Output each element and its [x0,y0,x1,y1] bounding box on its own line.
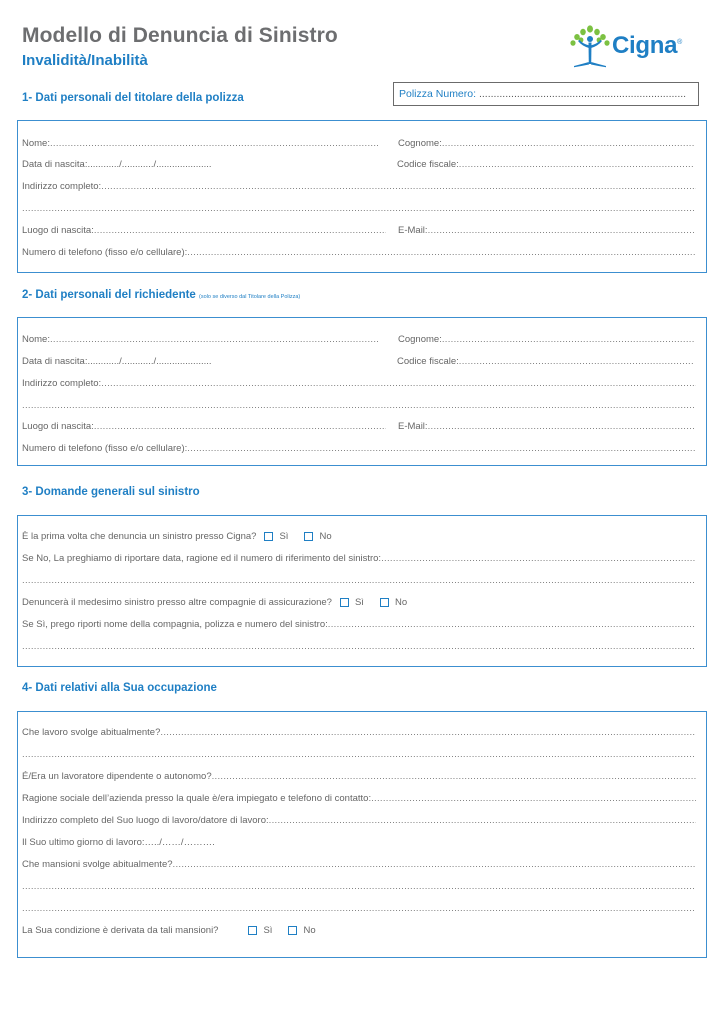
workplace-address-field[interactable] [22,813,696,827]
other-insurers-yes-checkbox[interactable] [340,598,349,607]
usual-job-line-2[interactable] [22,747,696,761]
other-insurers-no-checkbox[interactable] [380,598,389,607]
condition-from-duties-yes-checkbox[interactable] [248,926,257,935]
other-insurers-no-option[interactable] [372,597,415,608]
applicant-address-label: Indirizzo completo: [22,377,102,389]
other-insurers-question-text: Denuncerà il medesimo sinistro presso altre compagnie di assicurazione? [22,596,332,608]
first-claim-question-text: È la prima volta che denuncia un sinistro presso Cigna? [22,530,257,542]
holder-birthdate-field[interactable] [22,157,378,171]
section-3-title: 3- Domande generali sul sinistro [22,486,200,498]
holder-address-line-2[interactable] [22,201,696,215]
first-claim-no-checkbox[interactable] [304,532,313,541]
holder-fiscal-code-field[interactable] [397,157,694,171]
applicant-birthplace-label: Luogo di nascita: [22,420,94,432]
applicant-birthdate-label: Data di nascita: [22,355,88,367]
policy-number-field[interactable] [393,82,699,106]
first-claim-yes-option[interactable] [256,531,296,542]
cigna-logo [568,24,708,72]
holder-phone-label: Numero di telefono (fisso e/o cellulare): [22,246,188,258]
holder-email-label: E-Mail: [398,224,428,236]
section-2-title-text: 2- Dati personali del richiedente [22,289,196,301]
holder-birthplace-field[interactable] [22,223,386,237]
holder-birthdate-label: Data di nascita: [22,158,88,170]
holder-email-field[interactable] [398,223,694,237]
section-1-box [17,120,707,273]
page-title: Modello di Denuncia di Sinistro [22,24,338,47]
condition-from-duties-question [22,923,696,937]
section-2-title [22,289,300,301]
section-4-title: 4- Dati relativi alla Sua occupazione [22,682,217,694]
holder-birthplace-label: Luogo di nascita: [22,224,94,236]
section-1-title: 1- Dati personali del titolare della polizza [22,92,244,104]
logo-wordmark: Cigna® [612,32,683,59]
first-claim-question [22,529,696,543]
first-claim-no-option[interactable] [296,531,339,542]
usual-duties-line-3[interactable] [22,901,696,915]
previous-claim-details-field[interactable] [22,551,696,565]
other-insurers-yes-label: Sì [354,596,364,608]
first-claim-yes-checkbox[interactable] [264,532,273,541]
first-claim-no-label: No [319,530,332,542]
condition-from-duties-yes-option[interactable] [240,925,280,936]
first-claim-yes-label: Sì [279,530,289,542]
holder-phone-field[interactable] [22,245,696,259]
condition-from-duties-no-option[interactable] [280,925,323,936]
holder-surname-label: Cognome: [398,137,442,149]
condition-from-duties-text: La Sua condizione è derivata da tali mansioni? [22,924,219,936]
holder-address-label: Indirizzo completo: [22,180,102,192]
page-subtitle: Invalidità/Inabilità [22,52,148,69]
applicant-fiscal-code-field[interactable] [397,354,694,368]
condition-from-duties-no-label: No [303,924,316,936]
last-work-day-field[interactable] [22,835,696,849]
other-insurers-no-label: No [394,596,408,608]
holder-surname-field[interactable] [398,136,694,150]
applicant-birthdate-pattern: ............/............/..................... [87,355,212,367]
applicant-phone-field[interactable] [22,441,696,455]
applicant-email-field[interactable] [398,419,694,433]
workplace-address-label: Indirizzo completo del Suo luogo di lavoro/datore di lavoro: [22,814,269,826]
condition-from-duties-no-checkbox[interactable] [288,926,297,935]
tree-of-life-icon [568,24,612,72]
holder-address-field[interactable] [22,179,696,193]
section-2-box [17,317,707,466]
other-insurers-yes-option[interactable] [332,597,372,608]
applicant-email-label: E-Mail: [398,420,428,432]
usual-job-field[interactable] [22,725,696,739]
section-2-note: (solo se diverso dal Titolare della Polizza) [199,294,301,300]
condition-from-duties-yes-label: Sì [263,924,273,936]
employer-name-label: Ragione sociale dell’azienda presso la quale è/era impiegato e telefono di contatto: [22,792,372,804]
employer-name-field[interactable] [22,791,696,805]
usual-duties-field[interactable] [22,857,696,871]
last-work-day-pattern: …../……/………. [144,836,215,848]
applicant-address-line-2[interactable] [22,398,696,412]
usual-job-label: Che lavoro svolge abitualmente? [22,726,161,738]
usual-duties-line-2[interactable] [22,879,696,893]
section-4-box [17,711,707,958]
applicant-name-field[interactable] [22,332,378,346]
other-insurers-question [22,595,696,609]
employment-type-field[interactable] [22,769,696,783]
policy-number-label: Polizza Numero: [399,88,477,100]
applicant-birthplace-field[interactable] [22,419,386,433]
policy-number-dots: ....................................................................... [478,88,687,100]
applicant-surname-label: Cognome: [398,333,442,345]
previous-claim-details-label: Se No, La preghiamo di riportare data, ragione ed il numero di riferimento del sinistro: [22,552,382,564]
section-3-box [17,515,707,667]
holder-fiscal-code-label: Codice fiscale: [397,158,459,170]
applicant-fiscal-code-label: Codice fiscale: [397,355,459,367]
applicant-surname-field[interactable] [398,332,694,346]
other-insurer-details-field[interactable] [22,617,696,631]
other-insurer-details-label: Se Sì, prego riporti nome della compagnia, polizza e numero del sinistro: [22,618,328,630]
last-work-day-label: Il Suo ultimo giorno di lavoro: [22,836,145,848]
holder-birthdate-pattern: ............/............/..................... [87,158,212,170]
applicant-phone-label: Numero di telefono (fisso e/o cellulare): [22,442,188,454]
usual-duties-label: Che mansioni svolge abitualmente? [22,858,173,870]
holder-name-label: Nome: [22,137,50,149]
applicant-address-field[interactable] [22,376,696,390]
previous-claim-details-line-2[interactable] [22,573,696,587]
applicant-birthdate-field[interactable] [22,354,378,368]
applicant-name-label: Nome: [22,333,50,345]
other-insurer-details-line-2[interactable] [22,639,696,653]
holder-name-field[interactable] [22,136,378,150]
employment-type-label: É/Era un lavoratore dipendente o autonomo? [22,770,212,782]
registered-mark: ® [677,39,683,46]
